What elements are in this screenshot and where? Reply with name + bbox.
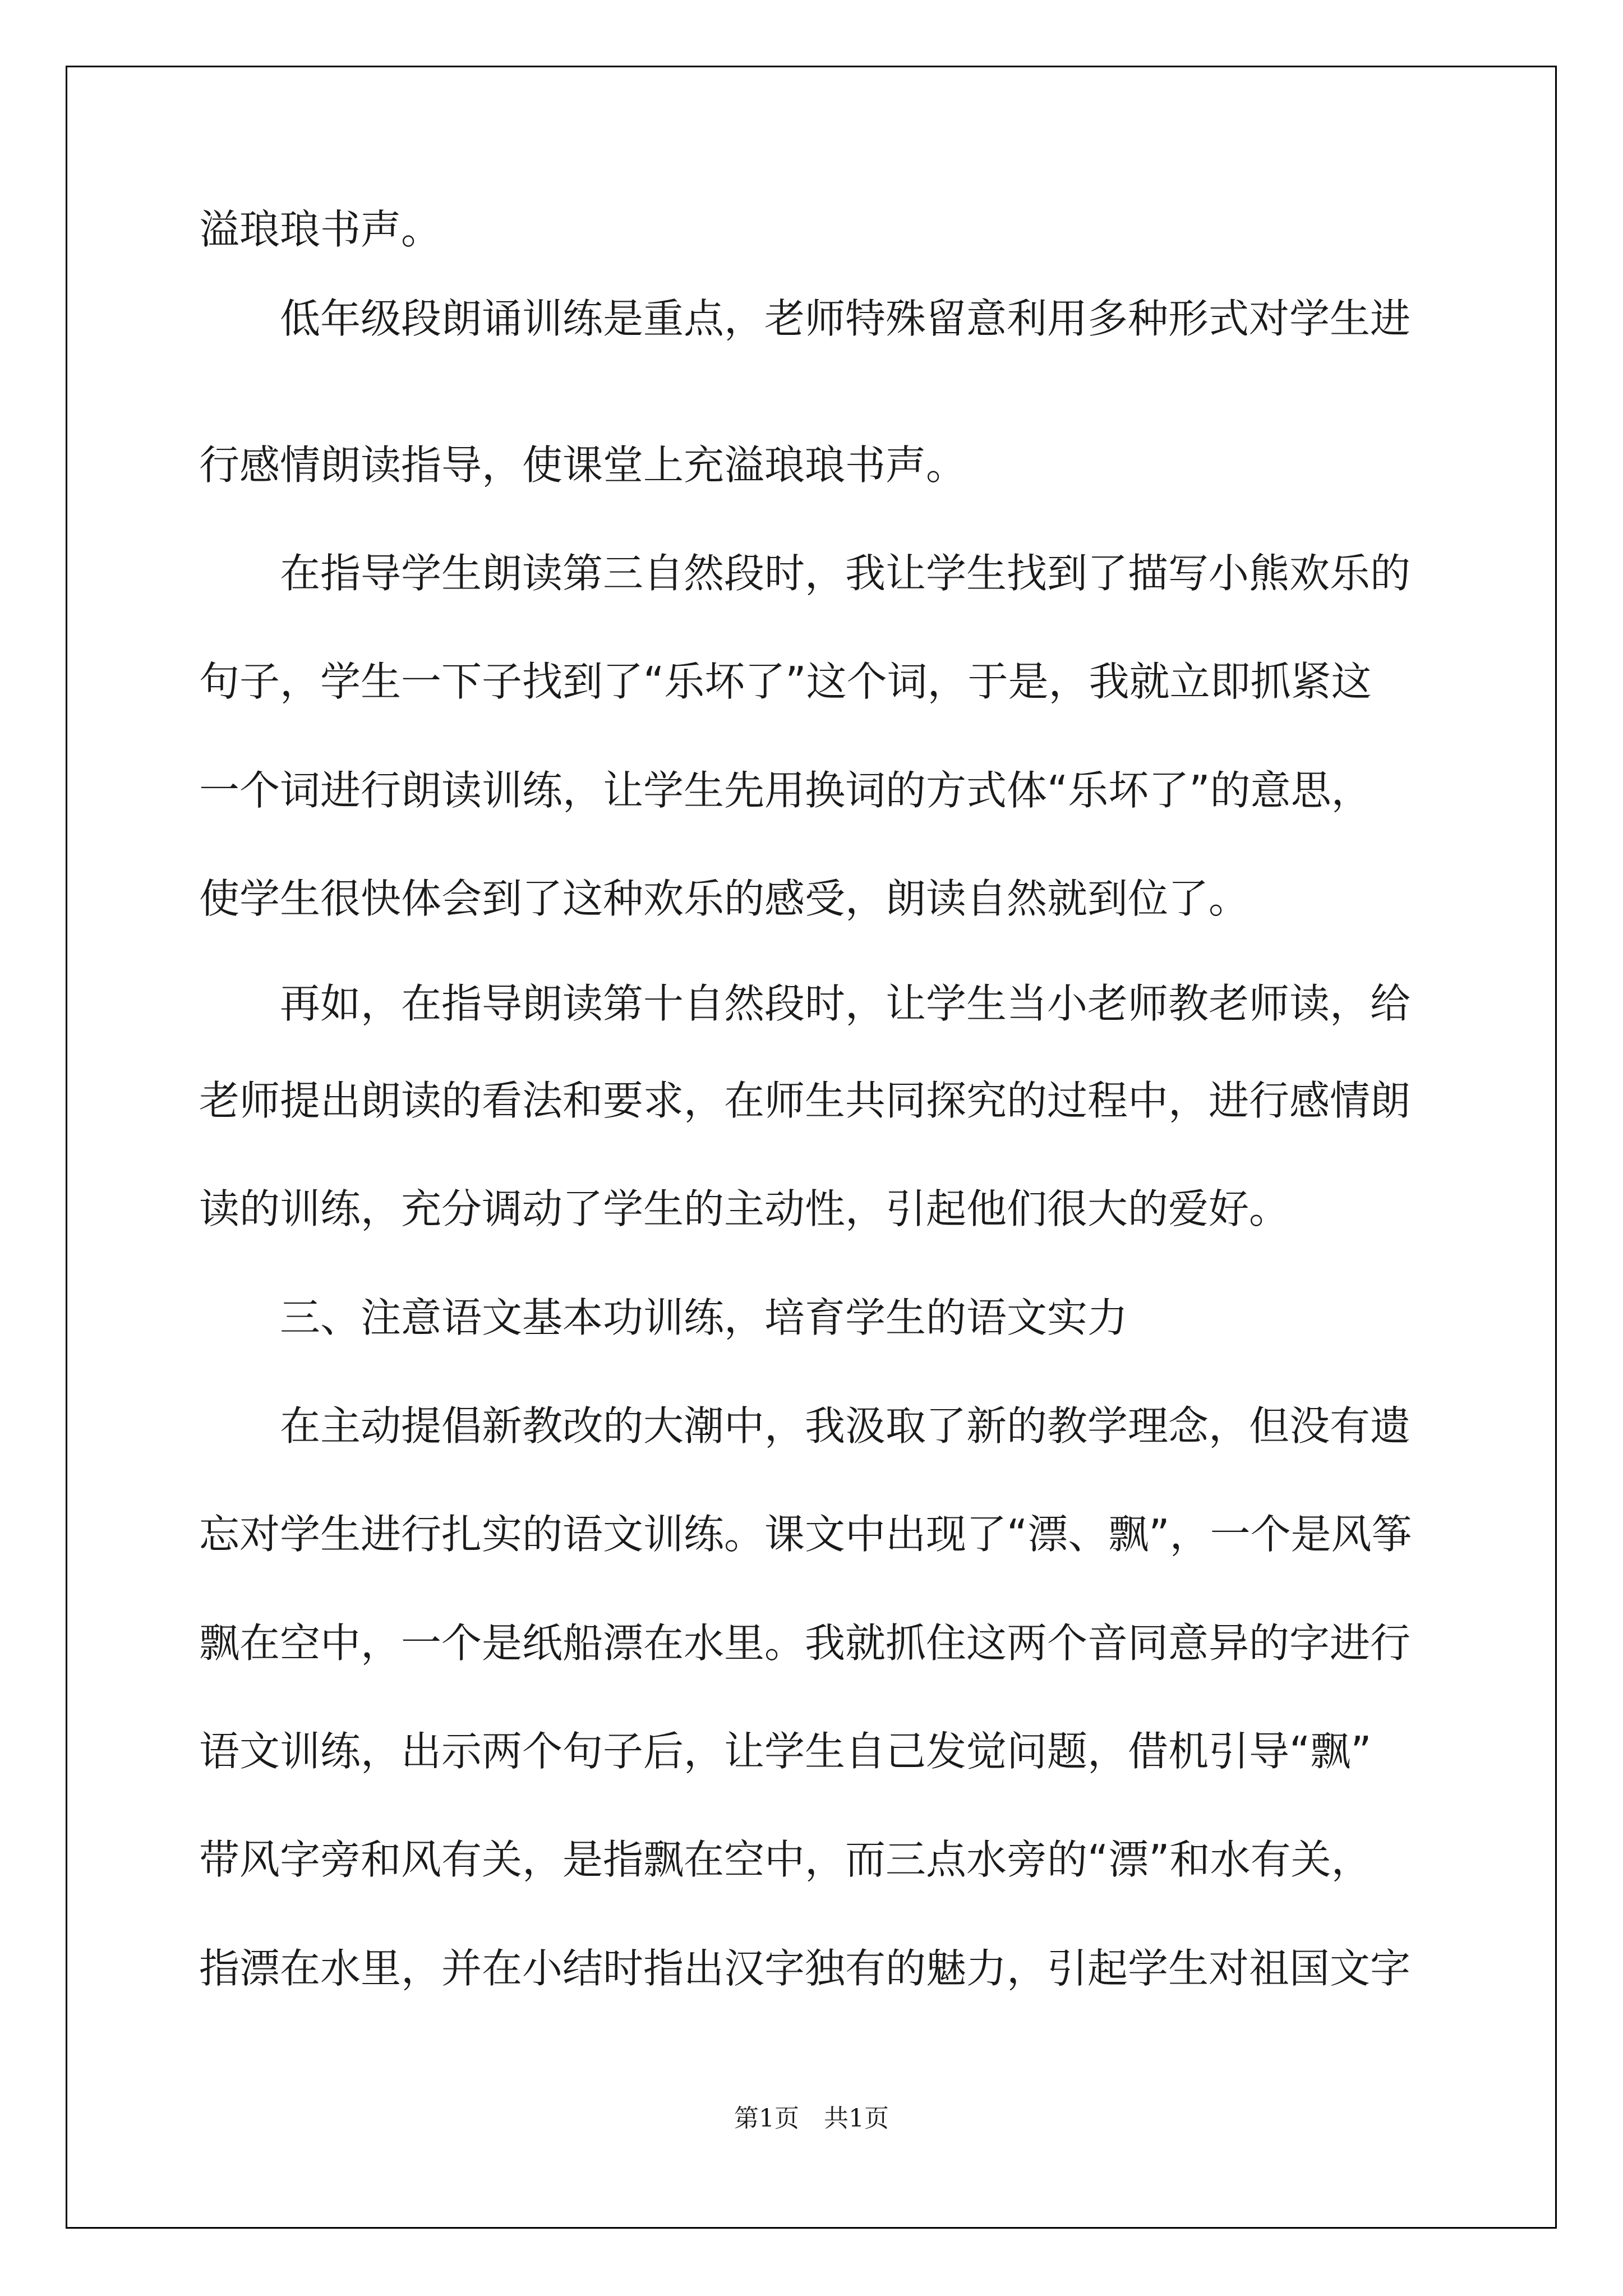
- text-line: 句子，学生一下子找到了“乐坏了”这个词，于是，我就立即抓紧这: [199, 658, 1372, 705]
- text-line: 行感情朗读指导，使课堂上充溢琅琅书声。: [199, 441, 967, 489]
- text-line: 使学生很快体会到了这种欢乐的感受，朗读自然就到位了。: [199, 875, 1249, 922]
- paragraph-first-line: 在指导学生朗读第三自然段时，我让学生找到了描写小熊欢乐的: [280, 550, 1411, 597]
- text-line: 语文训练，出示两个句子后，让学生自己发觉问题，借机引导“飘”: [199, 1728, 1372, 1775]
- text-line: 溢琅琅书声。: [199, 206, 442, 253]
- page-total: 共1页: [824, 2104, 889, 2133]
- text-line: 老师提出朗读的看法和要求，在师生共同探究的过程中，进行感情朗: [199, 1077, 1411, 1124]
- page-footer: [0, 2098, 1623, 2134]
- text-line: 一个词进行朗读训练，让学生先用换词的方式体“乐坏了”的意思，: [199, 767, 1372, 814]
- paragraph-first-line: 低年级段朗诵训练是重点，老师特殊留意利用多种形式对学生进: [280, 295, 1411, 342]
- text-line: 忘对学生进行扎实的语文训练。课文中出现了“漂、飘”，一个是风筝: [199, 1511, 1412, 1558]
- document-body: [199, 0, 1427, 1992]
- text-line: 读的训练，充分调动了学生的主动性，引起他们很大的爱好。: [199, 1185, 1290, 1232]
- text-line: 飘在空中，一个是纸船漂在水里。我就抓住这两个音同意异的字进行: [199, 1619, 1411, 1667]
- text-line: 指漂在水里，并在小结时指出汉字独有的魅力，引起学生对祖国文字: [199, 1945, 1411, 1992]
- page-number: 第1页: [734, 2104, 799, 2133]
- section-heading: 三、注意语文基本功训练，培育学生的语文实力: [280, 1294, 1128, 1341]
- text-line: 带风字旁和风有关，是指飘在空中，而三点水旁的“漂”和水有关，: [199, 1836, 1372, 1883]
- paragraph-first-line: 再如，在指导朗读第十自然段时，让学生当小老师教老师读，给: [280, 980, 1411, 1027]
- paragraph-first-line: 在主动提倡新教改的大潮中，我汲取了新的教学理念，但没有遗: [280, 1402, 1411, 1450]
